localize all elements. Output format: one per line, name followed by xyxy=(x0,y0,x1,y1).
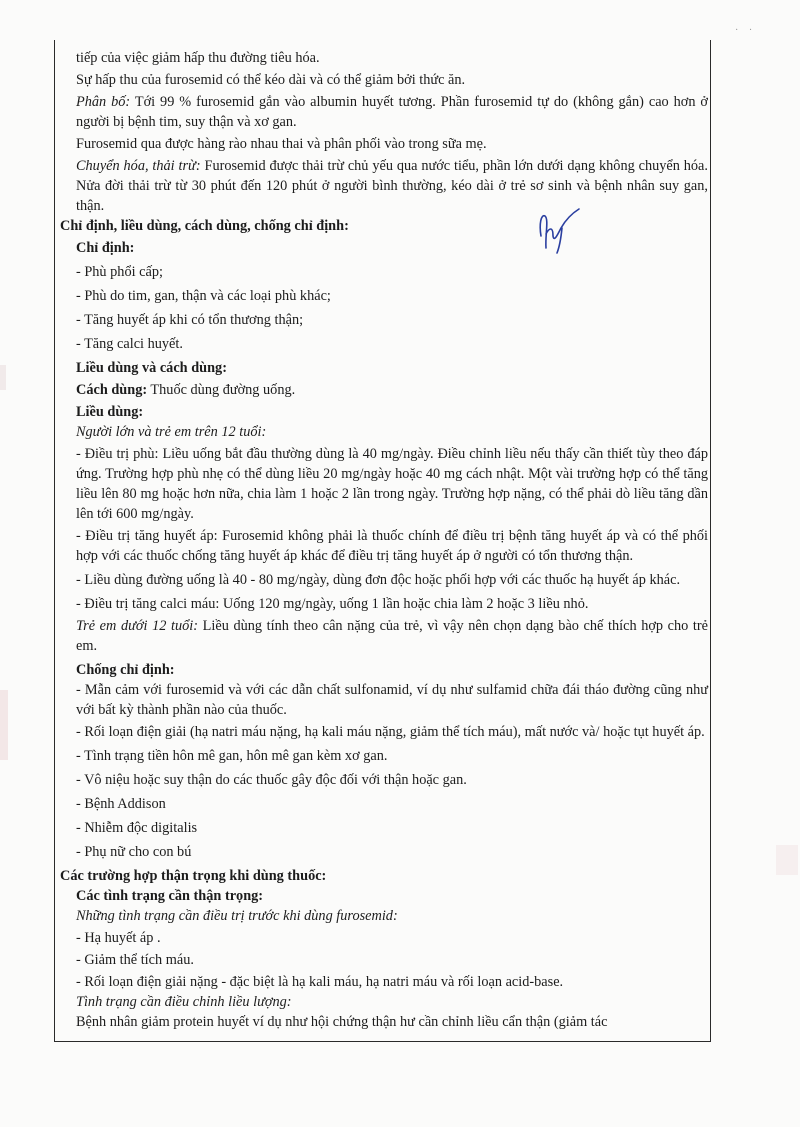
section-heading: Các trường hợp thận trọng khi dùng thuốc: xyxy=(60,868,327,884)
paragraph xyxy=(60,380,708,400)
scan-speckles: · · xyxy=(735,25,757,36)
paragraph xyxy=(60,156,708,216)
section-heading: Chỉ định, liều dùng, cách dùng, chống chỉ định: xyxy=(60,218,349,234)
subsection-heading: Chống chỉ định: xyxy=(76,662,175,678)
scan-stain xyxy=(0,690,8,760)
paragraph: Bệnh nhân giảm protein huyết ví dụ như hội chứng thận hư cần chỉnh liều cẩn thận (giảm tác xyxy=(76,1014,608,1030)
list-item: - Tăng huyết áp khi có tổn thương thận; xyxy=(76,312,304,328)
inline-label: Phân bố: xyxy=(76,94,131,110)
paragraph: tiếp của việc giảm hấp thu đường tiêu hóa. xyxy=(76,50,320,66)
handwritten-signature xyxy=(535,206,585,256)
inline-label: Cách dùng: xyxy=(76,382,148,398)
list-item: - Điều trị phù: Liều uống bắt đầu thường dùng là 40 mg/ngày. Điều chỉnh liều nếu thấy cần thiết tùy theo đáp ứng. Trường hợp phù nhẹ có thể dùng liều 20 mg/ngày hoặc 40 mg cách nhật. Một vài trường hợp có thể tăng liều lên 80 mg hoặc hơn nữa, chia làm 1 hoặc 2 lần trong ngày. Trường hợp nặng, có thể phải dò liều tăng dần lên tới 600 mg/ngày. xyxy=(76,446,708,522)
list-item: - Rối loạn điện giải (hạ natri máu nặng, hạ kali máu nặng, giảm thể tích máu), mất nước và/ hoặc tụt huyết áp. xyxy=(76,724,705,740)
list-item: - Phụ nữ cho con bú xyxy=(76,844,192,860)
list-item: - Phù do tim, gan, thận và các loại phù khác; xyxy=(76,288,331,304)
inline-label: Chuyển hóa, thải trừ: xyxy=(76,158,201,174)
subsection-heading: Chỉ định: xyxy=(76,240,135,256)
list-item: - Phù phổi cấp; xyxy=(76,264,163,280)
inline-text: Tới 99 % furosemid gắn vào albumin huyết tương. Phần furosemid tự do (không gắn) cao hơn ở người bị bệnh tim, suy thận và xơ gan. xyxy=(76,94,708,130)
list-item: - Tình trạng tiền hôn mê gan, hôn mê gan kèm xơ gan. xyxy=(76,748,388,764)
list-item: - Vô niệu hoặc suy thận do các thuốc gây độc đối với thận hoặc gan. xyxy=(76,772,467,788)
list-item: - Bệnh Addison xyxy=(76,796,166,812)
list-item: - Mẫn cảm với furosemid và với các dẫn chất sulfonamid, ví dụ như sulfamid chữa đái tháo đường cũng như với bất kỳ thành phần nào của thuốc. xyxy=(76,682,708,718)
scan-stain xyxy=(0,365,6,390)
inline-text: Thuốc dùng đường uống. xyxy=(147,382,296,398)
list-item: - Điều trị tăng huyết áp: Furosemid không phải là thuốc chính để điều trị bệnh tăng huyết áp và có thể phối hợp với các thuốc chống tăng huyết áp khác để điều trị tăng huyết áp ở người có tổn thương thận. xyxy=(76,528,708,564)
subsection-heading: Các tình trạng cần thận trọng: xyxy=(76,888,264,904)
document-body xyxy=(60,48,708,1032)
sub-heading-italic: Những tình trạng cần điều trị trước khi dùng furosemid: xyxy=(76,908,398,924)
list-item: - Liều dùng đường uống là 40 - 80 mg/ngày, dùng đơn độc hoặc phối hợp với các thuốc hạ huyết áp khác. xyxy=(76,572,681,588)
paragraph: Furosemid qua được hàng rào nhau thai và phân phối vào trong sữa mẹ. xyxy=(76,136,487,152)
paragraph xyxy=(60,616,708,656)
subsection-heading: Liều dùng: xyxy=(76,404,144,420)
list-item: - Nhiễm độc digitalis xyxy=(76,820,198,836)
inline-text: Furosemid được thải trừ chủ yếu qua nước tiểu, phần lớn dưới dạng không chuyển hóa. Nửa đời thải trừ từ 30 phút đến 120 phút ở người bình thường, kéo dài ở trẻ sơ sinh và bệnh nhân suy gan, thận. xyxy=(76,158,708,214)
list-item: - Tăng calci huyết. xyxy=(76,336,183,352)
list-item: - Rối loạn điện giải nặng - đặc biệt là hạ kali máu, hạ natri máu và rối loạn acid-base. xyxy=(76,974,564,990)
sub-heading-italic: Tình trạng cần điều chỉnh liều lượng: xyxy=(76,994,292,1010)
list-item: - Hạ huyết áp . xyxy=(76,930,161,946)
inline-label: Trẻ em dưới 12 tuổi: xyxy=(76,618,199,634)
list-item: - Giảm thể tích máu. xyxy=(76,952,194,968)
inline-text: Liều dùng tính theo cân nặng của trẻ, vì vậy nên chọn dạng bào chế thích hợp cho trẻ em. xyxy=(76,618,708,654)
list-item: - Điều trị tăng calci máu: Uống 120 mg/ngày, uống 1 lần hoặc chia làm 2 hoặc 3 liều nhỏ. xyxy=(76,596,589,612)
scan-stain xyxy=(776,845,798,875)
subsection-heading: Liều dùng và cách dùng: xyxy=(76,360,227,376)
paragraph: Sự hấp thu của furosemid có thể kéo dài và có thể giảm bởi thức ăn. xyxy=(76,72,466,88)
paragraph xyxy=(60,92,708,132)
sub-heading-italic: Người lớn và trẻ em trên 12 tuổi: xyxy=(76,424,267,440)
